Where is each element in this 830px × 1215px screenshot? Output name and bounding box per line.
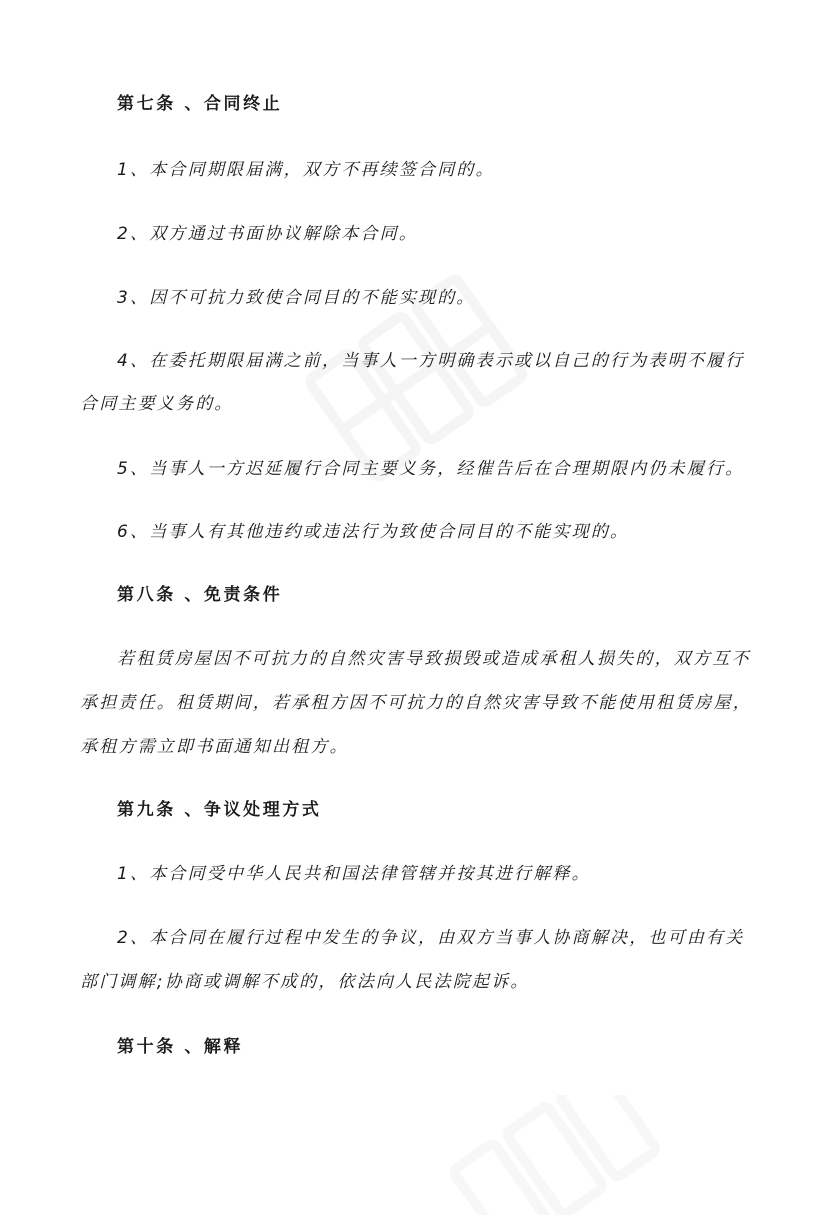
section-7-item-4-line-2: 合同主要义务的。 — [80, 394, 234, 414]
section-7-item-2: 2、双方通过书面协议解除本合同。 — [117, 224, 419, 244]
section-8-para-line-3: 承租方需立即书面通知出租方。 — [80, 737, 349, 757]
section-7-item-3: 3、因不可抗力致使合同目的不能实现的。 — [117, 288, 476, 308]
section-9-item-1: 1、本合同受中华人民共和国法律管辖并按其进行解释。 — [117, 864, 591, 884]
section-7-item-1: 1、本合同期限届满，双方不再续签合同的。 — [117, 160, 495, 180]
section-9-item-2-line-2: 部门调解;协商或调解不成的，依法向人民法院起诉。 — [80, 972, 530, 992]
section-9-heading: 第九条 、争议处理方式 — [117, 800, 322, 820]
section-7-heading: 第七条 、合同终止 — [117, 94, 283, 114]
section-8-para-line-1: 若租赁房屋因不可抗力的自然灾害导致损毁或造成承租人损失的，双方互不 — [117, 649, 751, 669]
section-7-item-6: 6、当事人有其他违约或违法行为致使合同目的不能实现的。 — [117, 522, 630, 542]
section-7-item-4-line-1: 4、在委托期限届满之前，当事人一方明确表示或以自己的行为表明不履行 — [117, 351, 745, 371]
section-7-item-5: 5、当事人一方迟延履行合同主要义务，经催告后在合理期限内仍未履行。 — [117, 459, 745, 479]
section-8-para-line-2: 承担责任。租赁期间，若承租方因不可抗力的自然灾害导致不能使用租赁房屋， — [80, 693, 752, 713]
watermark-logo-bottom — [430, 1095, 660, 1215]
section-8-heading: 第八条 、免责条件 — [117, 585, 283, 605]
section-9-item-2-line-1: 2、本合同在履行过程中发生的争议，由双方当事人协商解决，也可由有关 — [117, 928, 745, 948]
section-10-heading: 第十条 、解释 — [117, 1037, 244, 1057]
